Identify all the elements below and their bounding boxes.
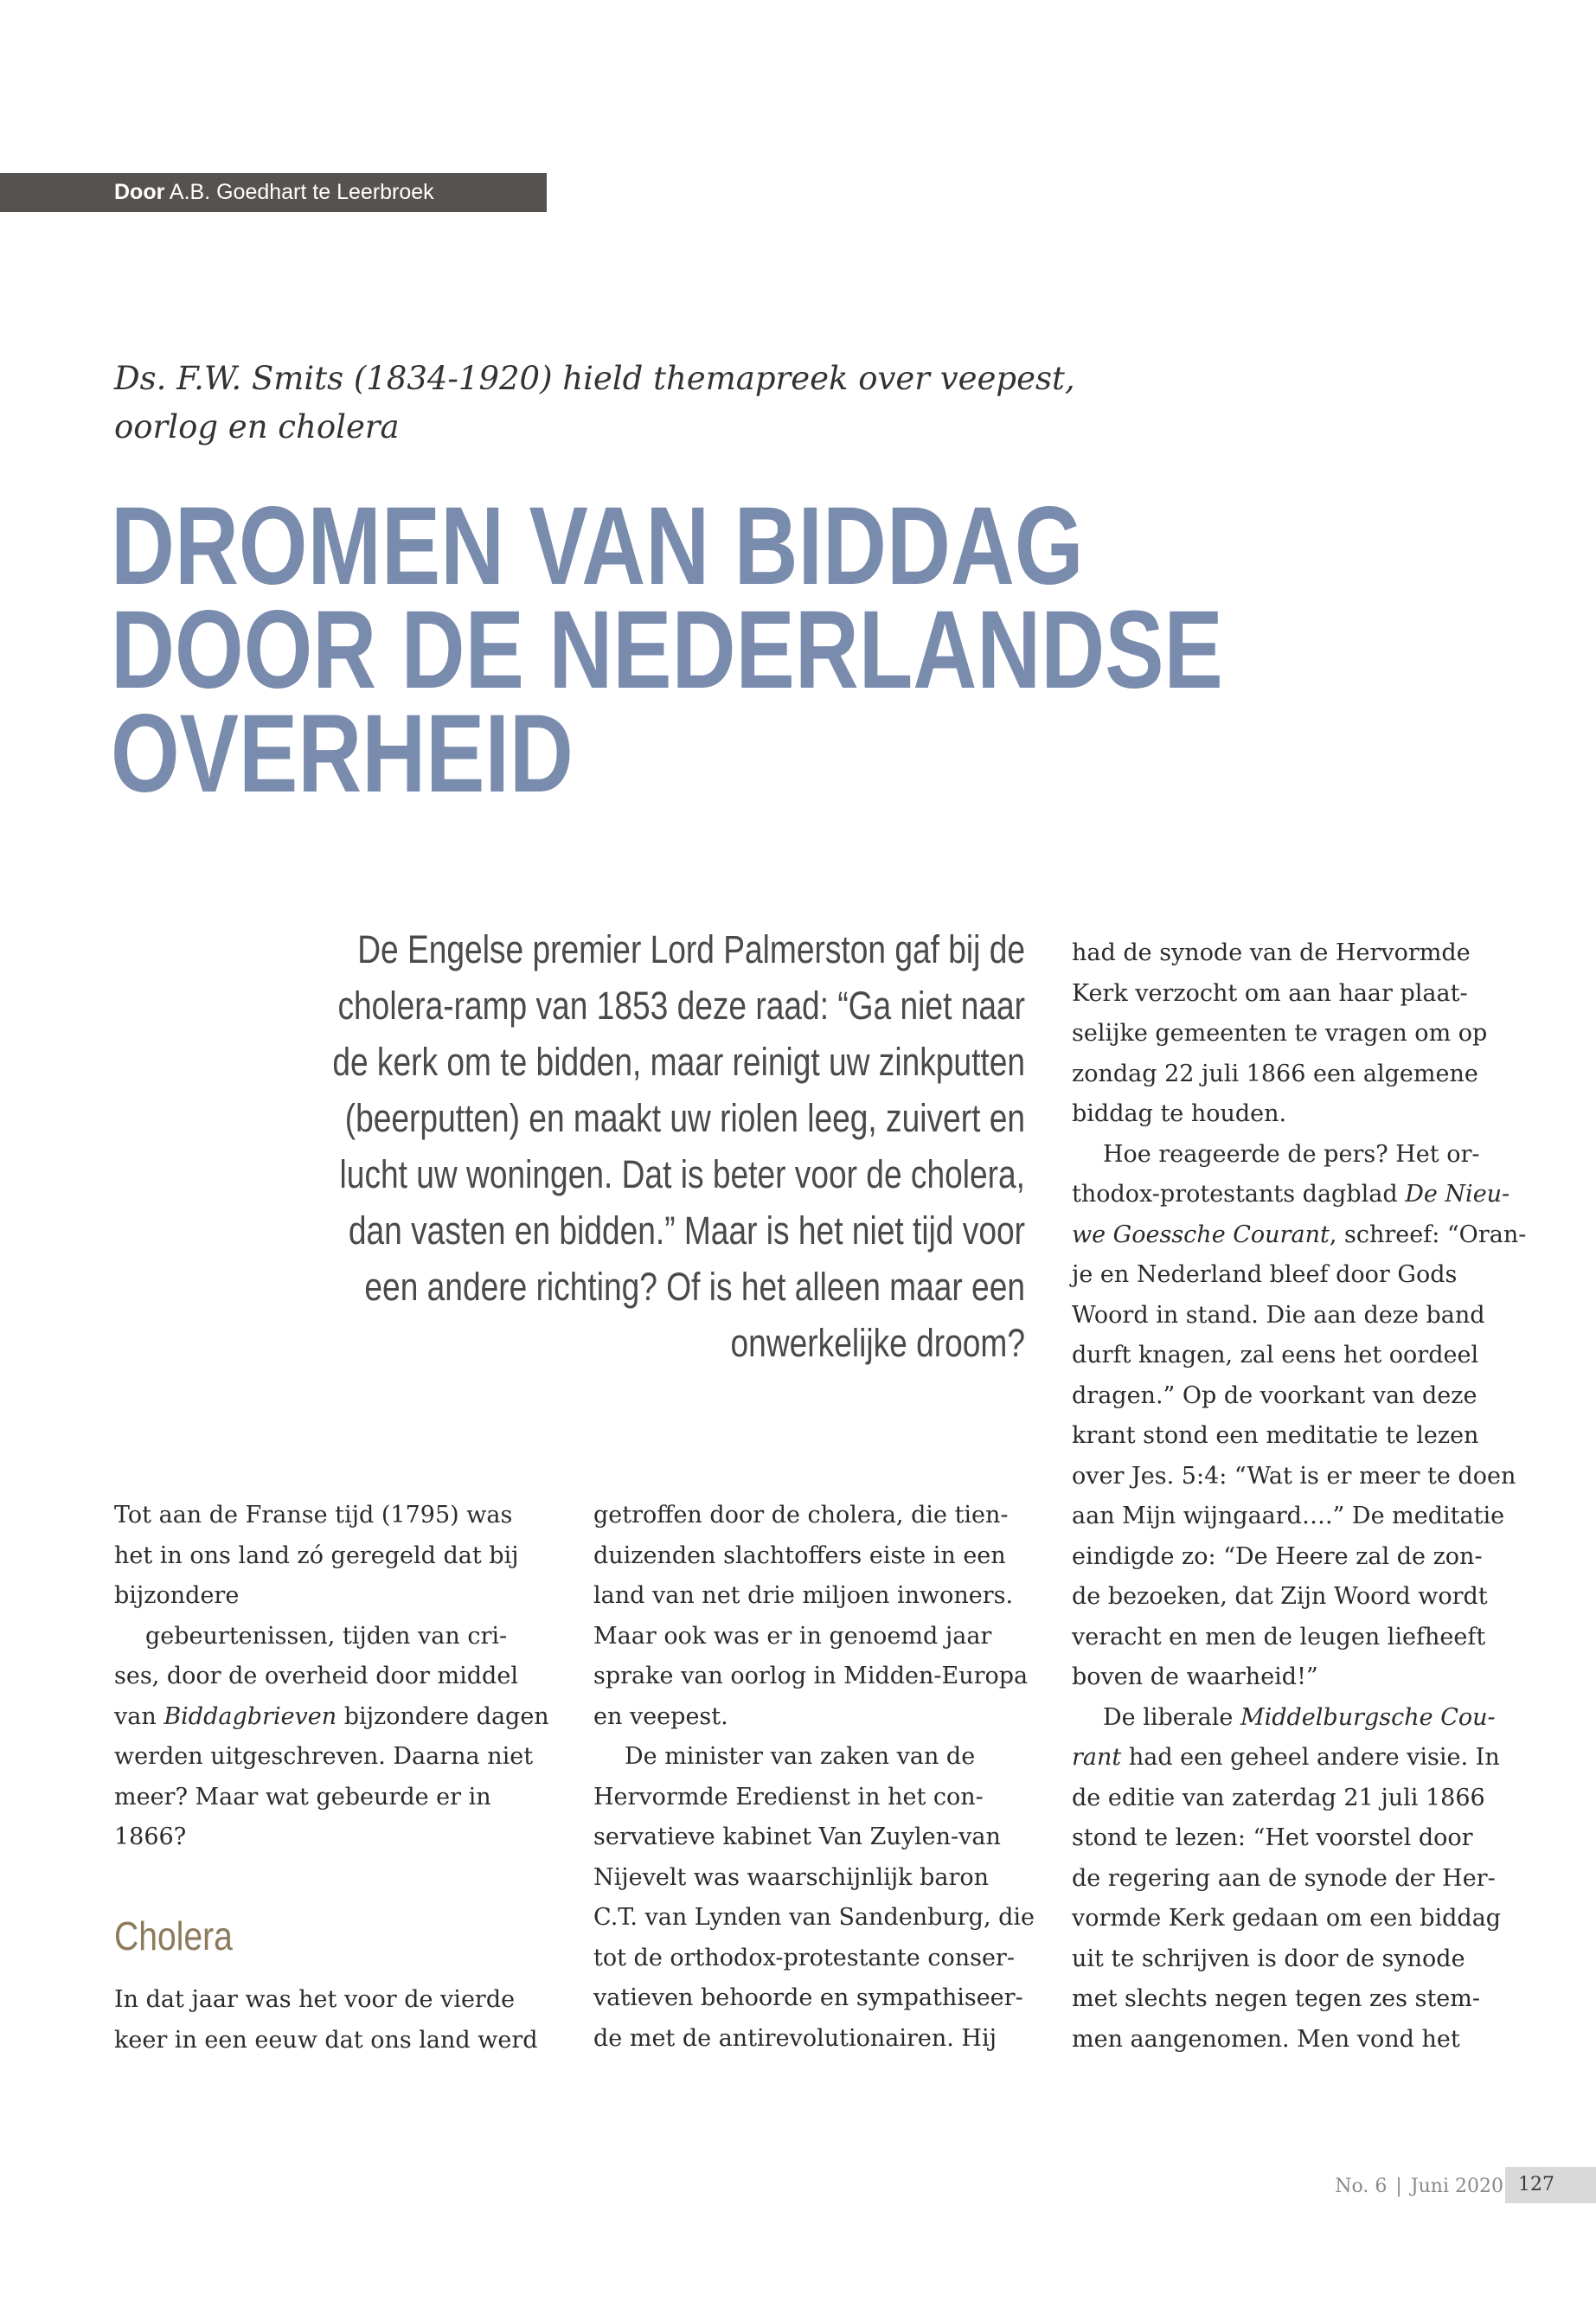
lead-line: de kerk om te bidden, maar reinigt uw zinkputten (332, 1040, 1026, 1084)
body-line: land van net drie miljoen inwoners. (593, 1582, 1014, 1609)
page-number: 127 (1505, 2167, 1596, 2203)
body-line: selijke gemeenten te vragen om op (1072, 1020, 1488, 1047)
body-line: Hervormde Eredienst in het con- (593, 1783, 984, 1811)
page-footer (1335, 2170, 1503, 2203)
body-text: van (114, 1702, 164, 1730)
body-line: Hoe reageerde de pers? Het or- (1103, 1140, 1480, 1168)
body-line: Tot aan de Franse tijd (1795) was (114, 1502, 513, 1529)
body-line (1072, 1738, 1504, 1779)
lead-line: De Engelse premier Lord Palmerston gaf bij de (357, 927, 1025, 971)
lead-line: een andere richting? Of is het alleen maar een (364, 1265, 1025, 1309)
body-line (1072, 1175, 1510, 1215)
body-line: servatieve kabinet Van Zuylen-van (593, 1823, 1001, 1850)
body-line: sprake van oorlog in Midden-Europa (593, 1663, 1029, 1689)
author-name: A.B. Goedhart te Leerbroek (169, 180, 434, 204)
body-text: , schreef: “Oran- (1329, 1221, 1527, 1248)
body-line: Maar ook was er in genoemd jaar (593, 1622, 992, 1650)
body-line: boven de waarheid!” (1072, 1663, 1318, 1690)
lead-line: onwerkelijke droom? (730, 1321, 1025, 1365)
body-text: De liberale (1103, 1703, 1240, 1731)
issue-date: Juni 2020 (1410, 2176, 1503, 2197)
body-line: vormde Kerk gedaan om een biddag (1072, 1905, 1502, 1932)
body-line: bijzondere (114, 1582, 240, 1609)
body-line: het in ons land zó geregeld dat bij (114, 1541, 519, 1569)
lead-line: dan vasten en bidden.” Maar is het niet tijd voor (348, 1208, 1025, 1253)
body-line: had de synode van de Hervormde (1072, 939, 1471, 966)
body-column-2 (593, 1496, 1035, 2059)
lead-paragraph (311, 921, 1025, 1371)
author-bar (0, 173, 547, 212)
body-line: Nijevelt was waarschijnlijk baron (593, 1863, 990, 1891)
emphasis-text: Middelburgsche Cou- (1240, 1703, 1496, 1731)
body-line: krant stond een meditatie te lezen (1072, 1422, 1479, 1449)
body-line: durft knagen, zal eens het oordeel (1072, 1342, 1479, 1368)
body-line: over Jes. 5:4: “Wat is er meer te doen (1072, 1462, 1516, 1490)
body-line: getroffen door de cholera, die tien- (593, 1502, 1009, 1529)
title-line: OVERHEID (111, 692, 574, 816)
body-line: de editie van zaterdag 21 juli 1866 (1072, 1784, 1485, 1811)
body-line (114, 1697, 547, 1738)
body-line: uit te schrijven is door de synode (1072, 1945, 1465, 1972)
body-column-1 (114, 1496, 547, 1858)
emphasis-text: Biddagbrieven (163, 1702, 337, 1730)
body-line: de met de antirevolutionairen. Hij (593, 2024, 997, 2052)
section-heading: Cholera (114, 1913, 233, 1958)
title-line: DROMEN VAN BIDDAG (111, 484, 1084, 608)
body-line: de bezoeken, dat Zijn Woord wordt (1072, 1583, 1488, 1610)
subtitle-line: oorlog en cholera (114, 408, 400, 445)
lead-line: lucht uw woningen. Dat is beter voor de cholera, (339, 1152, 1025, 1196)
body-column-3 (1072, 933, 1527, 2060)
body-line: je en Nederland bleef door Gods (1072, 1261, 1458, 1288)
body-text: bijzondere dagen (337, 1702, 549, 1730)
body-line: ses, door de overheid door middel (114, 1663, 518, 1689)
body-line: keer in een eeuw dat ons land werd (114, 2026, 538, 2054)
emphasis-text: rant (1072, 1744, 1122, 1771)
issue-number: No. 6 (1335, 2176, 1388, 2197)
body-line: eindigde zo: “De Heere zal de zon- (1072, 1542, 1483, 1570)
body-line: werden uitgeschreven. Daarna niet (114, 1743, 534, 1770)
body-line: In dat jaar was het voor de vierde (114, 1986, 516, 2013)
body-line: met slechts negen tegen zes stem- (1072, 1985, 1480, 2012)
emphasis-text: we Goessche Courant (1072, 1221, 1330, 1248)
subtitle-line: Ds. F.W. Smits (1834-1920) hield themapreek over veepest, (114, 360, 1075, 397)
article-subtitle (114, 355, 1152, 452)
title-line: DOOR DE NEDERLANDSE (111, 588, 1223, 712)
body-line: stond te lezen: “Het voorstel door (1072, 1824, 1473, 1851)
body-line: veracht en men de leugen liefheeft (1072, 1623, 1486, 1650)
emphasis-text: De Nieu- (1405, 1181, 1510, 1208)
body-text: thodox-protestants dagblad (1072, 1181, 1406, 1208)
body-line (1072, 1698, 1504, 1739)
body-line: C.T. van Lynden van Sandenburg, die (593, 1904, 1035, 1931)
body-column-1-continued (114, 1980, 547, 2061)
body-line: dragen.” Op de voorkant van deze (1072, 1381, 1477, 1409)
body-line: Kerk verzocht om aan haar plaat- (1072, 979, 1468, 1007)
body-line: zondag 22 juli 1866 een algemene (1072, 1060, 1478, 1087)
body-line: men aangenomen. Men vond het (1072, 2025, 1460, 2053)
body-line: biddag te houden. (1072, 1100, 1287, 1127)
author-prefix: Door (114, 180, 165, 204)
lead-line: (beerputten) en maakt uw riolen leeg, zuivert en (344, 1096, 1025, 1140)
footer-separator: | (1395, 2176, 1402, 2197)
body-line: Woord in stand. Die aan deze band (1072, 1301, 1485, 1329)
body-line: aan Mijn wijngaard….” De meditatie (1072, 1503, 1505, 1529)
body-line: vatieven behoorde en sympathiseer- (593, 1984, 1023, 2011)
body-text: had een geheel andere visie. In (1121, 1744, 1500, 1771)
body-line: en veepest. (593, 1702, 728, 1730)
body-line: gebeurtenissen, tijden van cri- (145, 1622, 508, 1650)
body-line: de regering aan de synode der Her- (1072, 1864, 1496, 1892)
body-line: duizenden slachtoffers eiste in een (593, 1541, 1006, 1569)
body-line: meer? Maar wat gebeurde er in (114, 1783, 491, 1811)
body-line: tot de orthodox-protestante conser- (593, 1944, 1015, 1971)
body-line: De minister van zaken van de (625, 1743, 976, 1770)
body-line: 1866? (114, 1823, 187, 1850)
article-title (111, 484, 1253, 816)
body-line (1072, 1215, 1527, 1256)
lead-line: cholera-ramp van 1853 deze raad: “Ga niet naar (337, 984, 1025, 1028)
